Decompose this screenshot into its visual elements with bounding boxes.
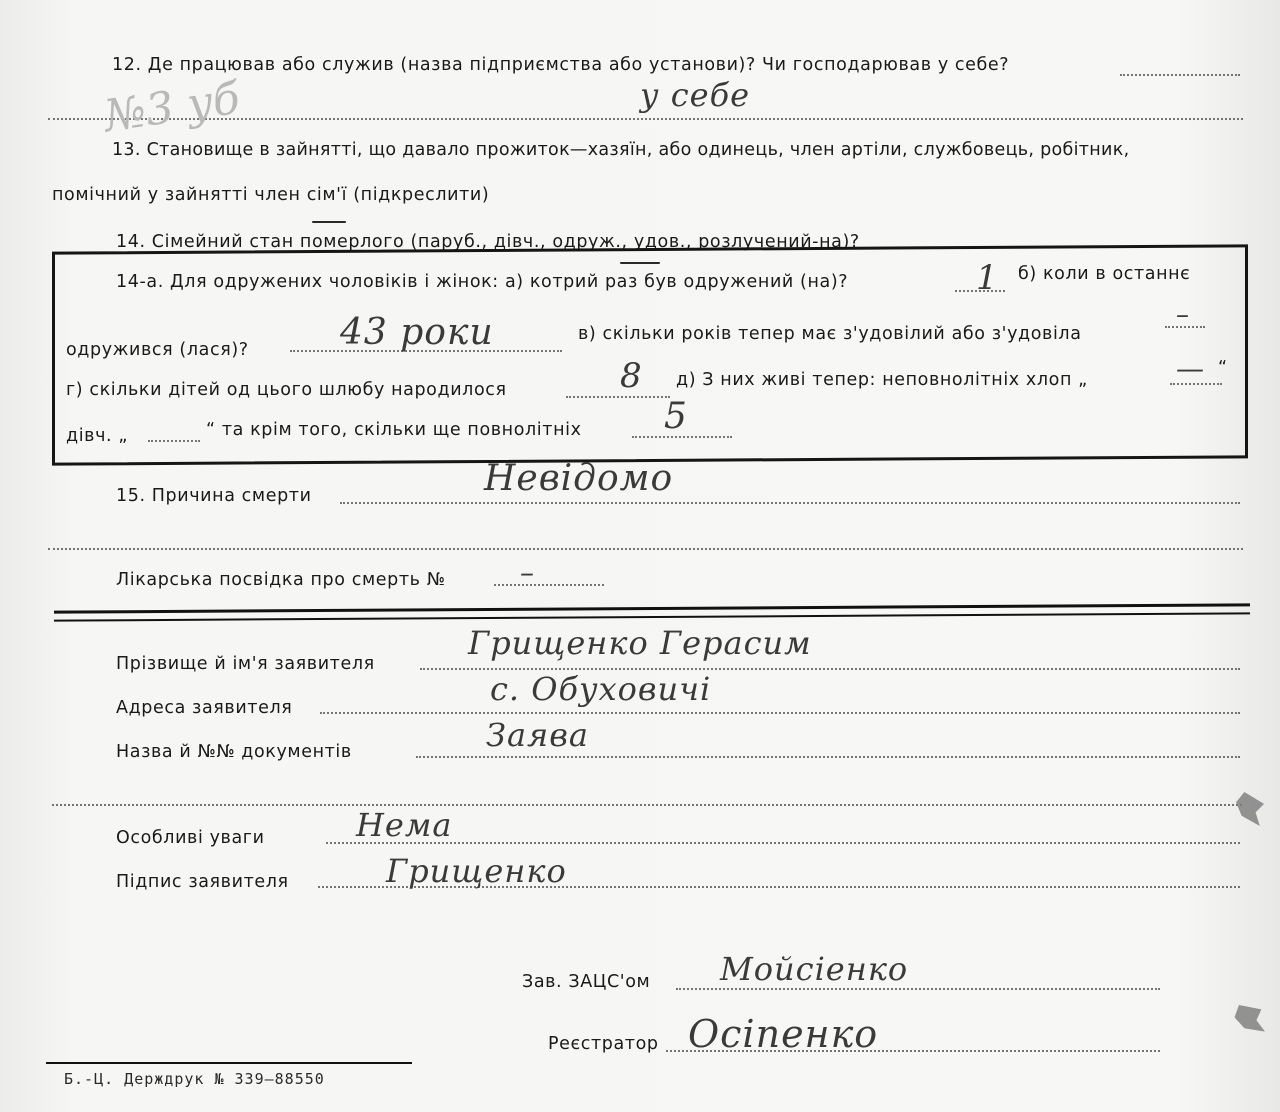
q14a-answer-a: 1 (976, 258, 999, 298)
registrar-signature: Осіпенко (688, 1012, 879, 1056)
special-notes-line (326, 842, 1240, 844)
medical-certificate-line (494, 584, 604, 586)
q14a-answer-v: – (1176, 300, 1190, 330)
registrar-label: Реєстратор (548, 1034, 659, 1054)
q14a-line4-prefix: дівч. „ (66, 426, 129, 446)
q14a-line2-mid: в) скільки років тепер має з'удовілий або з'удовіла (578, 324, 1082, 344)
q14-label: 14. Сімейний стан померлого (паруб., дівч., одруж., удов., розлучений-на)? (116, 232, 860, 252)
q13-underline-member (312, 221, 346, 223)
q12-pencil-note: №3 уб (101, 72, 243, 143)
q14a-line3-mid: д) З них живі тепер: неповнолітніх хлоп „ (676, 370, 1088, 390)
applicant-address-line (320, 712, 1240, 714)
applicant-name-value: Грищенко Герасим (468, 624, 812, 662)
q14a-answer-g: 8 (620, 356, 643, 396)
q14a-line3-prefix: г) скільки дітей од цього шлюбу народилося (66, 380, 507, 400)
special-notes-label: Особливі уваги (116, 828, 265, 848)
torn-paper-mark-lower (1231, 998, 1269, 1040)
medical-certificate-label: Лікарська посвідка про смерть № (116, 570, 446, 590)
applicant-documents-label: Назва й №№ документів (116, 742, 352, 762)
q12-answer: у себе (640, 76, 751, 114)
applicant-documents-line (416, 756, 1240, 758)
applicant-signature-label: Підпис заявителя (116, 872, 289, 892)
q13-label-line1: 13. Становище в зайнятті, що давало прожиток—хазяїн, або одинець, член артіли, службовець, робітник, (112, 140, 1130, 160)
head-of-registry-line (676, 988, 1160, 990)
q14a-line2-prefix: одружився (лася)? (66, 340, 249, 360)
applicant-signature-value: Грищенко (386, 852, 567, 890)
head-of-registry-signature: Мойсіенко (720, 950, 909, 988)
q15-answer-line (340, 502, 1240, 504)
printer-imprint: Б.-Ц. Держдрук № 339—88550 (64, 1070, 325, 1088)
applicant-documents-line-2 (52, 804, 1242, 806)
imprint-rule (46, 1062, 412, 1064)
q14a-line1-suffix: б) коли в останнє (1018, 264, 1191, 284)
special-notes-value: Нема (356, 806, 453, 844)
section-divider-top (54, 603, 1250, 613)
q14a-girls-line (148, 440, 200, 442)
applicant-name-label: Прізвище й ім'я заявителя (116, 654, 375, 674)
medical-certificate-answer: – (520, 556, 535, 589)
q12-answer-line-top (1120, 74, 1240, 76)
applicant-documents-value: Заява (486, 716, 589, 754)
q14a-g-line (566, 396, 670, 398)
section-divider-bottom (54, 612, 1250, 621)
q14a-answer-b: 43 роки (340, 312, 494, 353)
q14a-line1-prefix: 14-а. Для одружених чоловіків і жінок: а) котрий раз був одружений (на)? (116, 272, 849, 292)
q13-label-line2: помічний у зайнятті член сім'ї (підкреслити) (52, 185, 490, 205)
q14a-line4-mid: “ та крім того, скільки ще повнолітніх (206, 420, 582, 440)
applicant-address-value: с. Обуховичі (490, 670, 712, 708)
torn-paper-mark-upper (1236, 792, 1264, 826)
q14a-line3-close: “ (1218, 358, 1228, 378)
q15-answer-line-2 (48, 548, 1243, 550)
applicant-address-label: Адреса заявителя (116, 698, 293, 718)
q14a-answer-adults: 5 (664, 396, 688, 437)
q15-answer: Невідомо (484, 458, 674, 499)
q14a-answer-d-boys: — (1176, 352, 1205, 385)
head-of-registry-label: Зав. ЗАЦС'ом (522, 972, 651, 992)
q12-label: 12. Де працював або служив (назва підприємства або установи)? Чи господарював у себе? (112, 55, 1010, 75)
q15-label: 15. Причина смерти (116, 486, 312, 506)
